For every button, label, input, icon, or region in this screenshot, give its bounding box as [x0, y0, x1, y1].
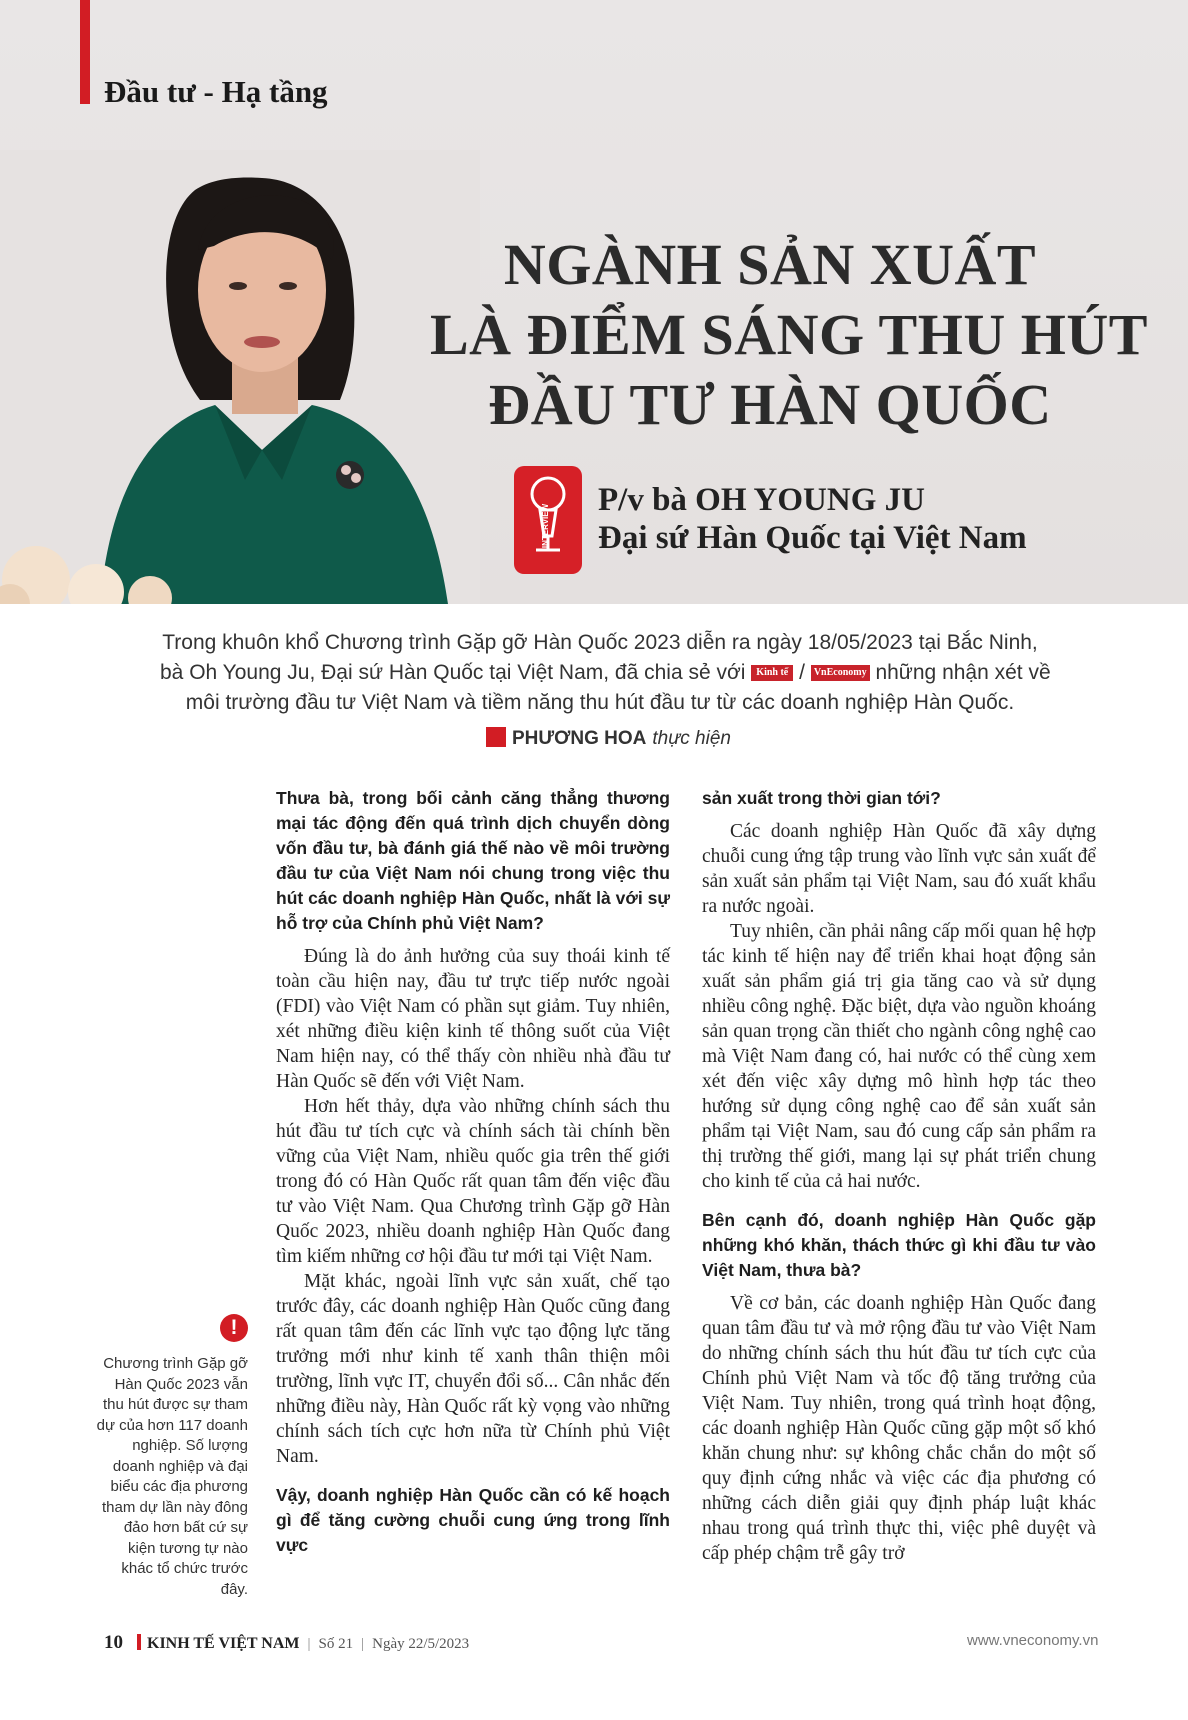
answer-1-paragraph-1: Đúng là do ảnh hưởng của suy thoái kinh tế toàn cầu hiện nay, đầu tư trực tiếp nước ngoài (FDI) vào Việt Nam có phần sụt giảm. Tuy nhiên, xét những điều kiện kinh tế thông suốt của Việt Nam hiện nay, có thể thấy còn nhiều nhà đầu tư Hàn Quốc sẽ đến với Việt Nam.	[276, 946, 670, 1092]
microphone-icon	[514, 466, 582, 574]
lead-line-1: Trong khuôn khổ Chương trình Gặp gỡ Hàn Quốc 2023 diễn ra ngày 18/05/2023 tại Bắc Ninh,	[162, 631, 1038, 654]
headline-line-1: NGÀNH SẢN XUẤT	[503, 232, 1037, 297]
section-label: Đầu tư - Hạ tầng	[104, 74, 328, 109]
issue-number: Số 21	[318, 1636, 354, 1652]
footer-accent-bar	[137, 1634, 141, 1650]
footer: 10 KINH TẾ VIỆT NAM | Số 21 | Ngày 22/5/2023	[104, 1632, 470, 1653]
exclamation-icon: !	[220, 1314, 248, 1342]
question-2-continued: sản xuất trong thời gian tới?	[702, 788, 941, 808]
interview-badge	[514, 466, 582, 574]
kinhte-logo: Kinh tế	[751, 665, 793, 681]
interviewee-role: Đại sứ Hàn Quốc tại Việt Nam	[598, 520, 1027, 556]
question-3: Bên cạnh đó, doanh nghiệp Hàn Quốc gặp những khó khăn, thách thức gì khi đầu tư vào Việt Nam, thưa bà?	[702, 1210, 1096, 1280]
lead-line-2-after: những nhận xét về	[875, 661, 1051, 684]
vneconomy-logo: VnEconomy	[811, 665, 870, 681]
magazine-name: KINH TẾ VIỆT NAM	[147, 1635, 300, 1652]
question-2: Vậy, doanh nghiệp Hàn Quốc cần có kế hoạch gì để tăng cường chuỗi cung ứng trong lĩnh vực	[276, 1485, 670, 1555]
pen-icon	[486, 727, 506, 747]
byline	[486, 727, 731, 750]
left-column	[276, 786, 670, 1566]
headline-line-2: LÀ ĐIỂM SÁNG THU HÚT	[430, 302, 1148, 367]
answer-2-paragraph-1: Các doanh nghiệp Hàn Quốc đã xây dựng chuỗi cung ứng tập trung vào lĩnh vực sản xuất để sản xuất sản phẩm tại Việt Nam, sau đó xuất khẩu ra nước ngoài.	[702, 821, 1096, 917]
section-accent-bar	[80, 0, 90, 104]
logo-separator: /	[799, 661, 805, 684]
headline	[430, 230, 1148, 440]
hero-banner	[0, 0, 1188, 604]
answer-1-paragraph-3: Mặt khác, ngoài lĩnh vực sản xuất, chế tạo trước đây, các doanh nghiệp Hàn Quốc cũng đang rất quan tâm đến các lĩnh vực tạo động lực tăng trưởng mới như kinh tế xanh thân thiện môi trường, lĩnh vực IT, chuyển đổi số... Cân nhắc đến những điều này, Hàn Quốc rất kỳ vọng vào những chính sách tích cực hơn nữa từ Chính phủ Việt Nam.	[276, 1271, 670, 1467]
question-1: Thưa bà, trong bối cảnh căng thẳng thương mại tác động đến quá trình dịch chuyển dòng vốn đầu tư, bà đánh giá thế nào về môi trường đầu tư của Việt Nam nói chung trong việc thu hút các doanh nghiệp Hàn Quốc, nhất là với sự hỗ trợ của Chính phủ Việt Nam?	[276, 788, 670, 933]
byline-author: PHƯƠNG HOA	[512, 728, 647, 749]
answer-3-paragraph-1: Về cơ bản, các doanh nghiệp Hàn Quốc đang quan tâm đầu tư và mở rộng đầu tư vào Việt Nam do những chính sách thu hút đầu tư tích cực của Chính phủ Việt Nam và tốc độ tăng trưởng của Việt Nam. Tuy nhiên, trong quá trình hoạt động, các doanh nghiệp Hàn Quốc cũng gặp một số khó khăn chung như: sự không chắc chắn do một số quy định cứng nhắc và việc các địa phương có những cách diễn giải quy định pháp luật khác nhau trong quá trình thực thi, việc phê duyệt và cấp phép chậm trễ gây trở	[702, 1293, 1096, 1564]
sidebar-note: Chương trình Gặp gỡ Hàn Quốc 2023 vẫn thu hút được sự tham dự của hơn 117 doanh nghiệp. Số lượng doanh nghiệp và đại biểu các địa phương tham dự lần này đông đảo hơn bất cứ sự kiện tương tự nào khác tổ chức trước đây.	[96, 1355, 248, 1598]
right-column	[702, 786, 1096, 1566]
interviewee-name: P/v bà OH YOUNG JU	[598, 482, 925, 518]
page-number: 10	[104, 1632, 123, 1653]
lead-paragraph	[160, 628, 1051, 718]
answer-1-paragraph-2: Hơn hết thảy, dựa vào những chính sách thu hút đầu tư tích cực và chính sách tài chính bền vững của Việt Nam, nhiều quốc gia trên thế giới trong đó có Hàn Quốc rất quan tâm đến việc đầu tư vào Việt Nam. Qua Chương trình Gặp gỡ Hàn Quốc 2023, nhiều doanh nghiệp Hàn Quốc đang tìm kiếm những cơ hội đầu tư mới tại Việt Nam.	[276, 1096, 670, 1267]
headline-line-3: ĐẦU TƯ HÀN QUỐC	[488, 372, 1052, 437]
interview-badge-text: INTERVIEW	[541, 503, 550, 549]
byline-role: thực hiện	[652, 728, 731, 749]
lead-line-2-before: bà Oh Young Ju, Đại sứ Hàn Quốc tại Việt Nam, đã chia sẻ với	[160, 661, 746, 684]
lead-line-2	[160, 658, 1051, 688]
issue-date: Ngày 22/5/2023	[372, 1636, 470, 1652]
website-url[interactable]: www.vneconomy.vn	[967, 1632, 1099, 1649]
lead-line-3: môi trường đầu tư Việt Nam và tiềm năng thu hút đầu tư từ các doanh nghiệp Hàn Quốc.	[185, 691, 1015, 714]
ambassador-portrait	[0, 150, 480, 604]
answer-2-paragraph-2: Tuy nhiên, cần phải nâng cấp mối quan hệ hợp tác kinh tế hiện nay để triển khai hoạt động sản xuất sản phẩm giá trị gia tăng cao và sử dụng nhiều công nghệ. Đặc biệt, dựa vào nguồn khoáng sản quan trọng cần thiết cho ngành công nghệ cao mà Việt Nam đang có, hai nước có thể cùng xem xét đến việc xây dựng mô hình hợp tác theo hướng sử dụng công nghệ cao để sản xuất sản phẩm tại Việt Nam, sau đó cung cấp sản phẩm ra thị trường thế giới, mang lại sự phát triển chung cho kinh tế của cả hai nước.	[702, 921, 1096, 1192]
